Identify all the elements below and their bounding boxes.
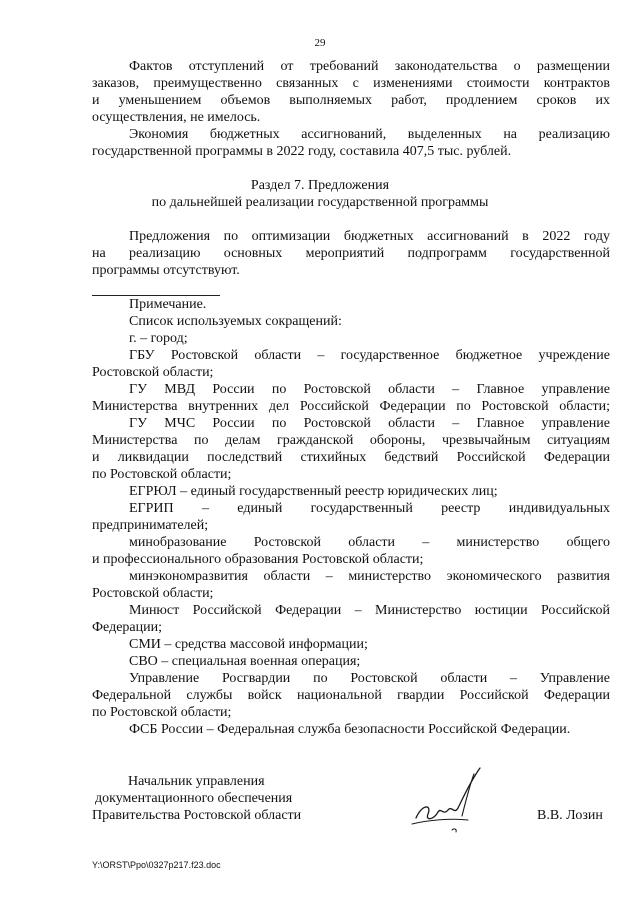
note-line: Министерства по делам гражданской обороны, чрезвычайным ситуациям xyxy=(92,433,610,448)
signer-name: В.В. Лозин xyxy=(537,808,603,823)
note-line: ГУ МВД России по Ростовской области – Главное управление xyxy=(129,382,610,397)
note-line: Ростовской области; xyxy=(92,365,214,380)
para1-line: заказов, преимущественно связанных с изменениями стоимости контрактов xyxy=(92,76,610,91)
note-line: Министерства внутренних дел Российской Федерации по Ростовской области; xyxy=(92,399,610,414)
section-subtitle: по дальнейшей реализации государственной программы xyxy=(151,195,489,210)
para1-line: осуществления, не имелось. xyxy=(92,110,261,125)
footer-file-path: Y:\ORST\Ppo\0327p217.f23.doc xyxy=(92,860,221,870)
section-title: Раздел 7. Предложения xyxy=(250,178,390,193)
note-line: Федерации; xyxy=(92,620,163,635)
para3-line: программы отсутствуют. xyxy=(92,263,240,278)
note-line: и профессионального образования Ростовской области; xyxy=(92,552,424,567)
note-heading: Примечание. xyxy=(129,297,207,312)
note-line: г. – город; xyxy=(129,331,188,346)
signer-title-line2: документационного обеспечения xyxy=(95,791,293,806)
note-line: ГБУ Ростовской области – государственное бюджетное учреждение xyxy=(129,348,610,363)
note-line: ЕГРИП – единый государственный реестр индивидуальных xyxy=(129,501,610,516)
note-line: по Ростовской области; xyxy=(92,705,232,720)
note-line: по Ростовской области; xyxy=(92,467,232,482)
note-line: Федеральной службы войск национальной гвардии Российской Федерации xyxy=(92,688,610,703)
note-line: минэкономразвития области – министерство экономического развития xyxy=(129,569,610,584)
note-line: СВО – специальная военная операция; xyxy=(129,654,361,669)
para3-line: Предложения по оптимизации бюджетных ассигнований в 2022 году xyxy=(129,229,610,244)
note-line: ФСБ России – Федеральная служба безопасности Российской Федерации. xyxy=(129,722,571,737)
page-number: 29 xyxy=(314,37,326,49)
para2-line: Экономия бюджетных ассигнований, выделенных на реализацию xyxy=(129,127,610,142)
note-line: минобразование Ростовской области – министерство общего xyxy=(129,535,610,550)
note-line: предпринимателей; xyxy=(92,518,209,533)
note-line: Минюст Российской Федерации – Министерство юстиции Российской xyxy=(129,603,610,618)
note-line: Список используемых сокращений: xyxy=(129,314,342,329)
para1-line: Фактов отступлений от требований законодательства о размещении xyxy=(129,59,610,74)
para2-line: государственной программы в 2022 году, составила 407,5 тыс. рублей. xyxy=(92,144,512,159)
note-line: ГУ МЧС России по Ростовской области – Главное управление xyxy=(129,416,610,431)
signer-title-line1: Начальник управления xyxy=(128,774,265,789)
handwritten-signature xyxy=(408,760,498,840)
note-line: СМИ – средства массовой информации; xyxy=(129,637,368,652)
para3-line: на реализацию основных мероприятий подпрограмм государственной xyxy=(92,246,610,261)
para1-line: и уменьшением объемов выполняемых работ, продлением сроков их xyxy=(92,93,610,108)
note-line: ЕГРЮЛ – единый государственный реестр юридических лиц; xyxy=(129,484,498,499)
note-line: и ликвидации последствий стихийных бедствий Российской Федерации xyxy=(92,450,610,465)
note-line: Управление Росгвардии по Ростовской области – Управление xyxy=(129,671,610,686)
note-line: Ростовской области; xyxy=(92,586,214,601)
signer-title-line3: Правительства Ростовской области xyxy=(92,808,302,823)
